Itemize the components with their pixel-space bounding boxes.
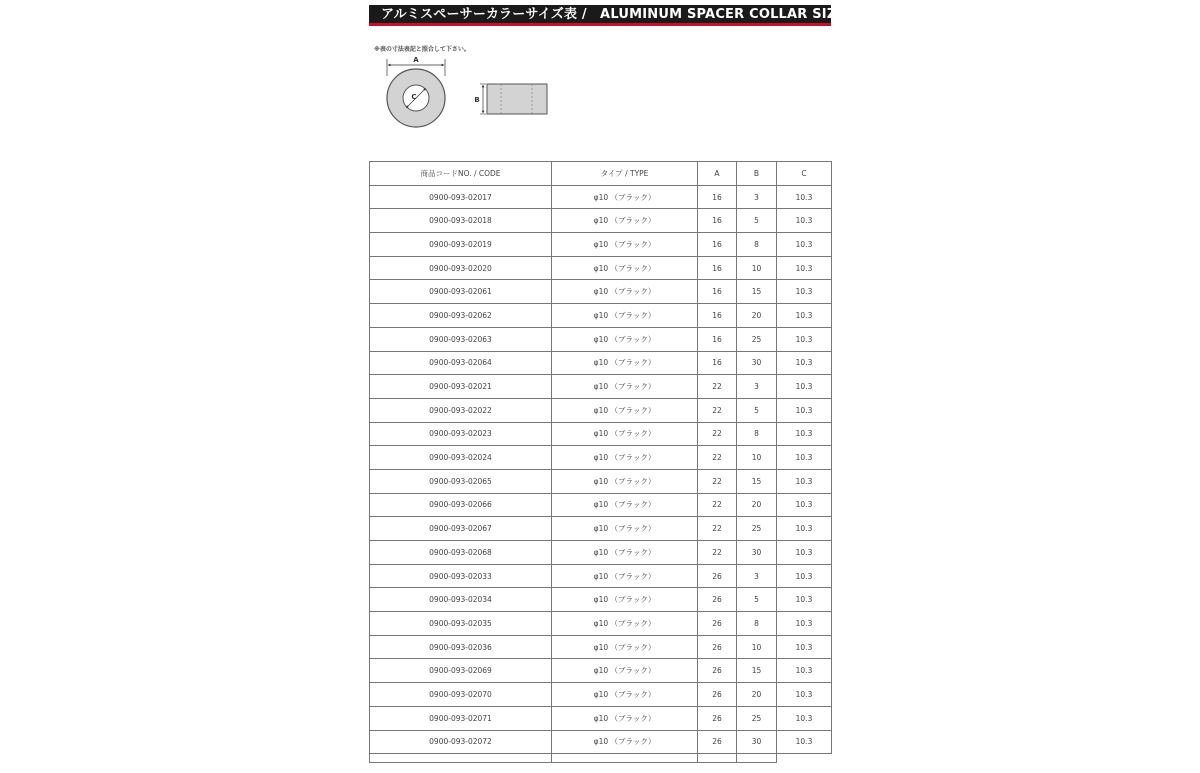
cell-a: 26: [698, 635, 737, 659]
cell-c: 10.3: [777, 730, 832, 754]
cell-b: 5: [737, 209, 777, 233]
size-table: [369, 161, 832, 763]
cell-a: 26: [698, 683, 737, 707]
cell-type: φ10 （ブラック）: [552, 541, 698, 565]
cell-code: 0900-093-02024: [370, 446, 552, 470]
cell-code: 0900-093-02071: [370, 706, 552, 730]
cell-code: 0900-093-02036: [370, 635, 552, 659]
cell-code: 0900-093-02021: [370, 375, 552, 399]
cell-c: 10.3: [777, 706, 832, 730]
cell-code: 0900-093-02064: [370, 351, 552, 375]
table-row: [370, 517, 832, 541]
cell-type: φ10 （ブラック）: [552, 588, 698, 612]
cell-a: 22: [698, 469, 737, 493]
cell-b: 10: [737, 446, 777, 470]
table-row: [370, 398, 832, 422]
table-row: [370, 304, 832, 328]
cell-c: 10.3: [777, 375, 832, 399]
cell-a: 16: [698, 280, 737, 304]
cell-b: 8: [737, 233, 777, 257]
cell-a: 16: [698, 233, 737, 257]
cell-type: φ10 （ブラック）: [552, 659, 698, 683]
table-row: [370, 209, 832, 233]
cell-c: 10.3: [777, 541, 832, 565]
cell-b: 3: [737, 564, 777, 588]
cell-a: 16: [698, 185, 737, 209]
cell-type: φ10 （ブラック）: [552, 446, 698, 470]
cell-code: 0900-093-02069: [370, 659, 552, 683]
cell-type: φ10 （ブラック）: [552, 564, 698, 588]
cell-b: 15: [737, 659, 777, 683]
cell-b: 3: [737, 185, 777, 209]
cell-a: 16: [698, 304, 737, 328]
cell-b: 15: [737, 280, 777, 304]
cell-code: 0900-093-02068: [370, 541, 552, 565]
table-row: [370, 659, 832, 683]
cell-b: 20: [737, 683, 777, 707]
col-header-b: B: [737, 162, 777, 186]
cell-code: 0900-093-02062: [370, 304, 552, 328]
table-row: [370, 327, 832, 351]
cell-b: 5: [737, 398, 777, 422]
cell-code: 0900-093-02023: [370, 422, 552, 446]
cell-c: 10.3: [777, 304, 832, 328]
table-row: [370, 280, 832, 304]
cell-code: 0900-093-02017: [370, 185, 552, 209]
cell-code: 0900-093-02033: [370, 564, 552, 588]
cell-type: φ10 （ブラック）: [552, 185, 698, 209]
cell-a: 26: [698, 730, 737, 754]
table-body: [370, 185, 832, 763]
empty-cell: [737, 754, 777, 763]
cell-a: 16: [698, 327, 737, 351]
cell-b: 10: [737, 256, 777, 280]
cell-c: 10.3: [777, 446, 832, 470]
table-row: [370, 375, 832, 399]
cell-a: 26: [698, 588, 737, 612]
table-row: [370, 422, 832, 446]
cell-a: 26: [698, 612, 737, 636]
cell-code: 0900-093-02022: [370, 398, 552, 422]
cell-b: 30: [737, 730, 777, 754]
cell-code: 0900-093-02020: [370, 256, 552, 280]
cell-code: 0900-093-02034: [370, 588, 552, 612]
cell-type: φ10 （ブラック）: [552, 683, 698, 707]
table-row: [370, 256, 832, 280]
table-row: [370, 683, 832, 707]
table-row: [370, 351, 832, 375]
cell-c: 10.3: [777, 564, 832, 588]
col-header-code: 商品コードNO. / CODE: [370, 162, 552, 186]
cell-type: φ10 （ブラック）: [552, 327, 698, 351]
table-row: [370, 446, 832, 470]
cell-type: φ10 （ブラック）: [552, 398, 698, 422]
col-header-type: タイプ / TYPE: [552, 162, 698, 186]
cell-a: 26: [698, 706, 737, 730]
cell-c: 10.3: [777, 588, 832, 612]
cell-c: 10.3: [777, 422, 832, 446]
cell-b: 30: [737, 541, 777, 565]
table-row: [370, 635, 832, 659]
cell-b: 20: [737, 493, 777, 517]
cell-a: 16: [698, 351, 737, 375]
empty-cell: [370, 754, 552, 763]
cell-b: 20: [737, 304, 777, 328]
cell-type: φ10 （ブラック）: [552, 422, 698, 446]
cell-a: 26: [698, 564, 737, 588]
cell-code: 0900-093-02072: [370, 730, 552, 754]
cell-a: 16: [698, 256, 737, 280]
table-row: [370, 185, 832, 209]
table-row: [370, 564, 832, 588]
cell-code: 0900-093-02035: [370, 612, 552, 636]
cell-c: 10.3: [777, 185, 832, 209]
table-row-empty: [370, 754, 832, 763]
cell-b: 8: [737, 422, 777, 446]
cell-b: 25: [737, 706, 777, 730]
cell-code: 0900-093-02018: [370, 209, 552, 233]
cell-b: 25: [737, 517, 777, 541]
empty-cell: [698, 754, 737, 763]
cell-code: 0900-093-02065: [370, 469, 552, 493]
table-row: [370, 588, 832, 612]
cell-c: 10.3: [777, 659, 832, 683]
cell-c: 10.3: [777, 209, 832, 233]
cell-a: 22: [698, 398, 737, 422]
cell-code: 0900-093-02061: [370, 280, 552, 304]
cell-c: 10.3: [777, 635, 832, 659]
table-row: [370, 233, 832, 257]
cell-c: 10.3: [777, 256, 832, 280]
cell-code: 0900-093-02063: [370, 327, 552, 351]
page-title: アルミスペーサーカラーサイズ表 / ALUMINUM SPACER COLLAR SIZE: [369, 5, 831, 26]
cell-b: 8: [737, 612, 777, 636]
cell-code: 0900-093-02066: [370, 493, 552, 517]
cell-c: 10.3: [777, 233, 832, 257]
cell-c: 10.3: [777, 612, 832, 636]
cell-c: 10.3: [777, 280, 832, 304]
cell-code: 0900-093-02067: [370, 517, 552, 541]
cell-a: 22: [698, 375, 737, 399]
cell-type: φ10 （ブラック）: [552, 375, 698, 399]
spacer-side-view: [487, 84, 547, 114]
cell-b: 30: [737, 351, 777, 375]
col-header-c: C: [777, 162, 832, 186]
table-row: [370, 541, 832, 565]
cell-c: 10.3: [777, 351, 832, 375]
label-b: B: [474, 96, 480, 104]
cell-c: 10.3: [777, 517, 832, 541]
cell-type: φ10 （ブラック）: [552, 280, 698, 304]
cell-a: 22: [698, 541, 737, 565]
cell-a: 26: [698, 659, 737, 683]
cell-type: φ10 （ブラック）: [552, 706, 698, 730]
cell-type: φ10 （ブラック）: [552, 233, 698, 257]
cell-code: 0900-093-02070: [370, 683, 552, 707]
cell-c: 10.3: [777, 398, 832, 422]
cell-type: φ10 （ブラック）: [552, 304, 698, 328]
empty-cell: [552, 754, 698, 763]
cell-type: φ10 （ブラック）: [552, 517, 698, 541]
cell-c: 10.3: [777, 683, 832, 707]
cell-type: φ10 （ブラック）: [552, 351, 698, 375]
empty-cell: [777, 754, 832, 763]
cell-a: 22: [698, 422, 737, 446]
cell-type: φ10 （ブラック）: [552, 730, 698, 754]
cell-b: 10: [737, 635, 777, 659]
cell-b: 3: [737, 375, 777, 399]
cell-a: 22: [698, 517, 737, 541]
cell-b: 5: [737, 588, 777, 612]
cell-code: 0900-093-02019: [370, 233, 552, 257]
table-header-row: [370, 162, 832, 186]
cell-c: 10.3: [777, 469, 832, 493]
cell-b: 15: [737, 469, 777, 493]
cell-c: 10.3: [777, 493, 832, 517]
cell-a: 22: [698, 446, 737, 470]
cell-type: φ10 （ブラック）: [552, 469, 698, 493]
cell-type: φ10 （ブラック）: [552, 612, 698, 636]
table-row: [370, 730, 832, 754]
label-c: C: [411, 93, 417, 101]
table-row: [370, 469, 832, 493]
cell-c: 10.3: [777, 327, 832, 351]
table-row: [370, 706, 832, 730]
cell-type: φ10 （ブラック）: [552, 209, 698, 233]
col-header-a: A: [698, 162, 737, 186]
cell-a: 22: [698, 493, 737, 517]
cell-type: φ10 （ブラック）: [552, 493, 698, 517]
cell-type: φ10 （ブラック）: [552, 256, 698, 280]
table-row: [370, 493, 832, 517]
table-row: [370, 612, 832, 636]
cell-a: 16: [698, 209, 737, 233]
spacer-diagram: [374, 54, 554, 134]
label-a: A: [413, 56, 419, 64]
cell-type: φ10 （ブラック）: [552, 635, 698, 659]
note-text: ※表の寸法表記と照合して下さい。: [374, 46, 470, 53]
cell-b: 25: [737, 327, 777, 351]
